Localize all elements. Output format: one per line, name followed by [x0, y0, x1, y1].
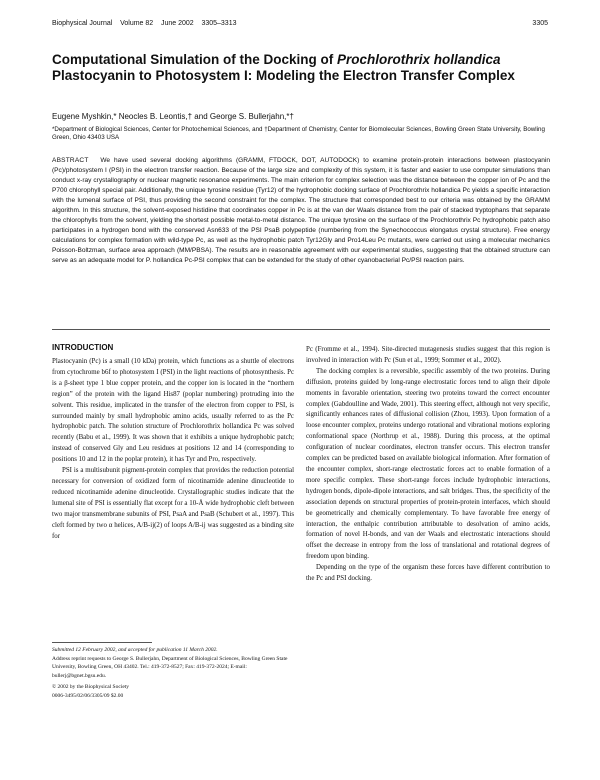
footnote-divider	[52, 642, 152, 643]
section-divider	[52, 329, 550, 330]
body-paragraph: PSI is a multisubunit pigment-protein complex that provides the reduction potential necessary for conversion of oxidized form of nicotinamide adenine dinucleotide to reduced nicotinamide adenine dinucleotide. Crystallographic studies indicate that the lumenal site of PSI is essentially flat except for a 10-Å wide hydrophobic cleft between two major transmembrane subunits of PSI, PsaA and PsaB (Schubert et al., 1997). This cleft formed by two α helices, A/B-ij(2) of loops A/B-ij was suggested as a binding site for	[52, 467, 294, 540]
journal-citation	[52, 20, 237, 27]
title-part-1: Computational Simulation of the Docking of	[52, 52, 337, 67]
title-species: Prochlorothrix hollandica	[337, 52, 501, 67]
copyright-notice: © 2002 by the Biophysical Society	[52, 684, 130, 690]
journal-date: June 2002	[160, 20, 194, 27]
journal-name: Biophysical Journal	[52, 20, 113, 27]
author-list: Eugene Myshkin,* Neocles B. Leontis,† and George S. Bullerjahn,*†	[52, 112, 294, 121]
journal-volume: Volume 82	[120, 20, 154, 27]
abstract-text: We have used several docking algorithms (GRAMM, FTDOCK, DOT, AUTODOCK) to examine protein-protein interactions between plastocyanin (Pc)/photosystem I (PSI) in the electron transfer reaction. Because of the large size and complexity of this system, it is faster and easier to use computer simulations than conduct x-ray crystallography or nuclear magnetic resonance experiments. The main criterion for complex selection was the distance between the copper ion of Pc and the P700 chlorophyll special pair. Additionally, the unique tyrosine residue (Tyr12) of the hydrophobic docking surface of Prochlorothrix hollandica Pc yields a specific interaction with the lumenal surface of PSI, thus providing the second constraint for the complex. The structure that corresponded best to our criteria was obtained by the GRAMM algorithm. In this structure, the solvent-exposed histidine that coordinates copper in Pc is at the van der Waals distance from the pair of stacked tryptophans that separate the chlorophylls from the solvent, yielding the shortest possible metal-to-metal distance. The unique tyrosine on the surface of the Prochlorothrix Pc hydrophobic patch also participates in a hydrogen bond with the conserved Asn633 of the PSI PsaB polypeptide (numbering from the Synechococcus elongatus crystal structure). Free energy calculations for complex formation with wild-type Pc, as well as the hydrophobic patch Tyr12Gly and Pro14Leu Pc mutants, were carried out using a molecular mechanics Poisson-Boltzman, surface area approach (MM/PBSA). The results are in reasonable agreement with our experimental studies, suggesting that the obtained structure can serve as an adequate model for P. hollandica Pc-PSI complex that can be extended for the study of other cyanobacterial Pc/PSI reaction pairs.	[52, 157, 550, 264]
page-range: 3305–3313	[201, 20, 237, 27]
submission-dates-text: Submitted 12 February 2002, and accepted for publication 11 March 2002.	[52, 647, 218, 653]
article-footnote	[52, 646, 294, 700]
body-paragraph: Pc (Fromme et al., 1994). Site-directed mutagenesis studies suggest that this region is involved in interaction with Pc (Sun et al., 1999; Sommer et al., 2002).	[306, 346, 550, 364]
body-paragraph: Plastocyanin (Pc) is a small (10 kDa) protein, which functions as a shuttle of electrons from cytochrome b6f to photosystem I (PSI) in the light reactions of photosynthesis. Pc is a β-sheet type 1 blue copper protein, and the copper ion is located in the “northern region” of the protein with the ligand His87 (poplar numbering) protruding into the solvent. This residue, implicated in the transfer of the electron from copper to PSI, is surrounded mainly by small hydrophobic amino acids, usually referred to as the Pc hydrophobic patch. The solution structure of Prochlorothrix hollandica Pc was solved recently (Babu et al., 1999). It was shown that it exhibits a unique hydrophobic patch; instead of conserved Gly and Leu residues at positions 12 and 14 (corresponding to positions 10 and 12 in the poplar protein), it has Tyr and Pro, respectively.	[52, 358, 294, 464]
article-title	[52, 52, 552, 84]
submission-dates	[52, 646, 294, 655]
body-paragraph: The docking complex is a reversible, specific assembly of the two proteins. During diffusion, proteins guided by long-range electrostatic forces tend to align their dipole moments in favorable orientation, steering two proteins toward the correct encounter complex (Gabdoulline and Wade, 2001). This steering effect, although not very specific, significantly enhances rates of diffusional collision (Zhou, 1993). Upon formation of a loose encounter complex, proteins undergo rotational and vibrational motions exploring conformational space (Northrup et al., 1988). During this process, at the optimal configuration of nuclear coordinates, electron transfer occurs. This electron transfer complex can be predicted based on available biological information. After formation of the encounter complex, short-range electrostatic forces act to enable formation of a more specific complex. These short-range forces include hydrophobic interactions, hydrogen bonds, dipole-dipole interactions, and salt bridges. Thus, the specificity of the association depends on structural properties of protein-protein interfaces, which should be geometrically and chemically complementary. To have favorable free energy of interaction, the enthalpic contribution attributable to desolvation of amino acids, formation of novel H-bonds, and van der Waals and electrostatic interactions should offset the decrease in entropy from the loss of translational and rotational degrees of freedom upon binding.	[306, 367, 550, 561]
abstract-label: ABSTRACT	[52, 157, 89, 164]
left-column	[52, 357, 294, 542]
reprint-address: Address reprint requests to George S. Bullerjahn, Department of Biological Sciences, Bowling Green State University, Bowling Green, OH 43402. Tel.: 419-372-8527; Fax: 419-372-2024; E-mail: bullerj@bgnet.bgsu.edu.	[52, 655, 288, 679]
title-part-2: Plastocyanin to Photosystem I: Modeling the Electron Transfer Complex	[52, 68, 515, 83]
running-header	[52, 20, 548, 27]
introduction-heading: INTRODUCTION	[52, 343, 114, 352]
body-paragraph: Depending on the type of the organism these forces have different contribution to the Pc and PSI docking.	[306, 564, 550, 583]
article-code: 0006-3495/02/06/3305/09 $2.00	[52, 692, 124, 699]
page-number: 3305	[532, 20, 548, 27]
affiliations: *Department of Biological Sciences, Center for Photochemical Sciences, and †Department of Chemistry, Center for Biomolecular Sciences, Bowling Green State University, Bowling Green, Ohio 43403 USA	[52, 126, 545, 141]
right-column	[306, 345, 550, 585]
abstract	[52, 156, 550, 265]
